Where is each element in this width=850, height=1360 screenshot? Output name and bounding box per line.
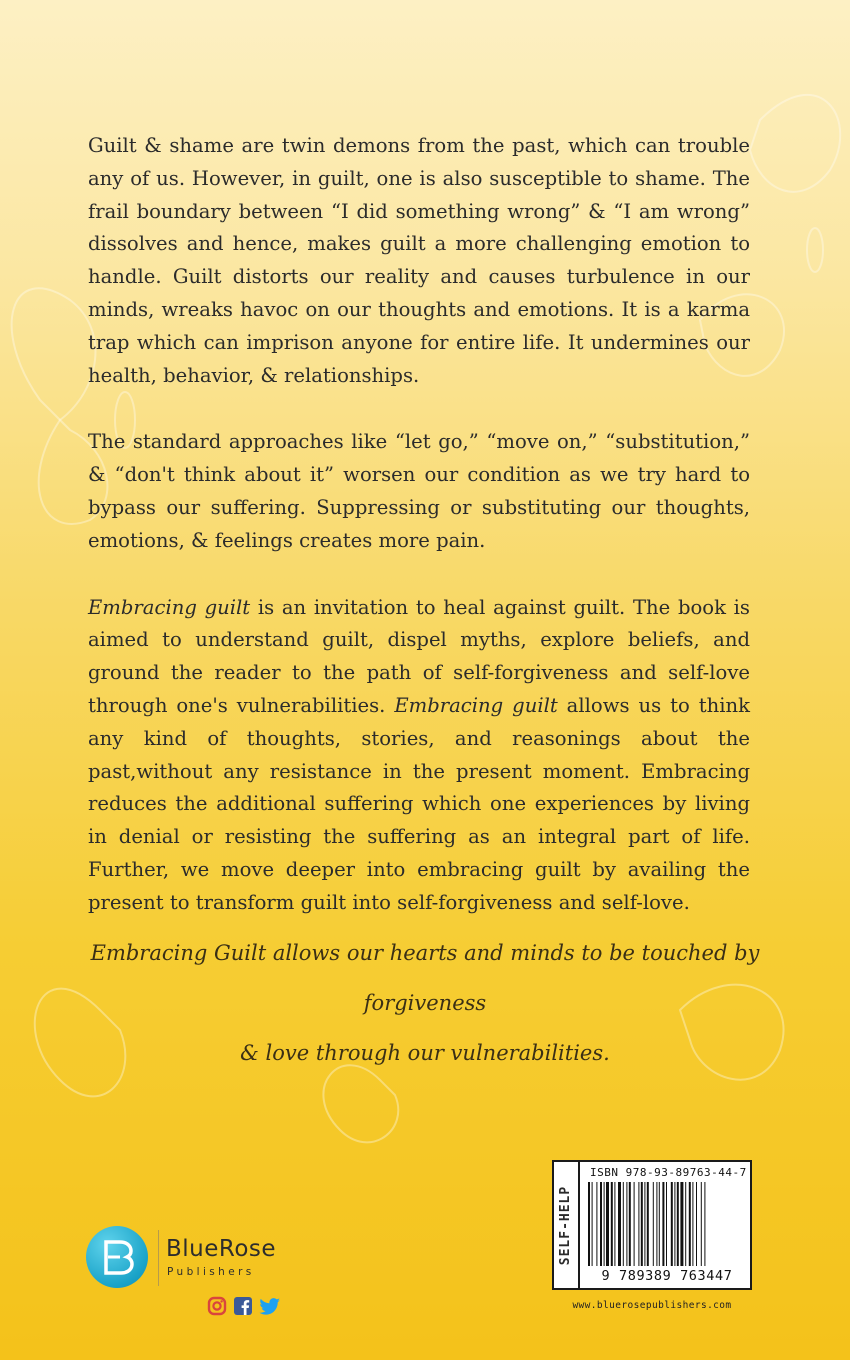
barcode-stripe: [671, 1182, 673, 1266]
barcode-stripe: [692, 1182, 693, 1266]
barcode-stripe: [701, 1182, 702, 1266]
barcode-stripe: [685, 1182, 686, 1266]
paragraph-book-description: [88, 592, 750, 920]
social-icons: [207, 1295, 279, 1317]
barcode-stripe: [588, 1182, 590, 1266]
publisher-subtitle: Publishers: [167, 1266, 255, 1278]
barcode-stripe: [629, 1182, 631, 1266]
tagline-line-2: & love through our vulnerabilities.: [240, 1041, 610, 1065]
barcode-stripe: [644, 1182, 645, 1266]
barcode-stripe: [656, 1182, 657, 1266]
paragraph-intro: Guilt & shame are twin demons from the past, which can trouble any of us. However, in guilt, one is also susceptible to shame. The frail boundary between “I did something wrong” & “I am wrong” dissolves and hence, makes guilt a more challenging emotion to handle. Guilt distorts our reality and causes turbulence in our minds, wreaks havoc on our thoughts and emotions. It is a karma trap which can imprison anyone for entire life. It undermines our health, behavior, & relationships.: [88, 134, 750, 387]
isbn-label: ISBN 978-93-89763-44-7: [590, 1166, 747, 1179]
barcode-stripe: [611, 1182, 613, 1266]
barcode-stripe: [623, 1182, 624, 1266]
barcode-stripe: [680, 1182, 683, 1266]
barcode-stripe: [596, 1182, 597, 1266]
category-label: SELF-HELP: [558, 1185, 574, 1265]
barcode-stripe: [634, 1182, 635, 1266]
barcode-stripe: [666, 1182, 667, 1266]
barcode-stripe: [653, 1182, 654, 1266]
barcode-stripe: [618, 1182, 621, 1266]
barcode-stripe: [647, 1182, 649, 1266]
publisher-logo-mark: [86, 1226, 148, 1288]
barcode-bars: [588, 1182, 746, 1266]
isbn-digits: 9 789389 763447: [601, 1268, 733, 1284]
book-title-italic: Embracing guilt: [88, 595, 251, 619]
barcode-stripe: [638, 1182, 639, 1266]
barcode-stripe: [626, 1182, 627, 1266]
barcode-stripe: [659, 1182, 660, 1266]
barcode-stripe: [674, 1182, 675, 1266]
barcode-stripe: [689, 1182, 691, 1266]
isbn-barcode-box: [552, 1160, 752, 1290]
paragraph-text: allows us to think any kind of thoughts, stories, and reasonings about the past,without any resistance in the present moment. Embracing reduces the additional suffering which one experiences by living in denial or resisting the suffering as an integral part of life. Further, we move deeper into embracing guilt by availing the present to transform guilt into self-forgiveness and self-love.: [88, 693, 750, 914]
paragraph-text: is an invitation to heal against guilt. The book is aimed to understand guilt, dispel myths, explore beliefs, and ground the reader to the path of self-forgiveness and self-love through one's vulnerabilities.: [88, 595, 750, 717]
barcode-stripe: [592, 1182, 593, 1266]
facebook-icon[interactable]: [233, 1296, 253, 1316]
paragraph-approaches: The standard approaches like “let go,” “move on,” “substitution,” & “don't think about it” worsen our condition as we try hard to bypass our suffering. Suppressing or substituting our thoughts, emotions, & feelings creates more pain.: [88, 430, 750, 552]
barcode-stripe: [606, 1182, 609, 1266]
barcode-stripe: [614, 1182, 615, 1266]
publisher-website: www.bluerosepublishers.com: [572, 1300, 732, 1311]
instagram-icon[interactable]: [207, 1296, 227, 1316]
publisher-name: BlueRose: [166, 1236, 277, 1262]
book-title-italic: Embracing guilt: [394, 693, 558, 717]
barcode-stripe: [662, 1182, 664, 1266]
book-b-icon: [86, 1226, 148, 1288]
logo-divider: [158, 1230, 159, 1286]
barcode-stripe: [704, 1182, 705, 1266]
twitter-icon[interactable]: [259, 1296, 279, 1316]
publisher-logo: [86, 1226, 316, 1290]
barcode-stripe: [604, 1182, 605, 1266]
tagline-line-1: Embracing Guilt allows our hearts and minds to be touched by forgiveness: [90, 941, 760, 1015]
barcode-stripe: [600, 1182, 602, 1266]
barcode-stripe: [677, 1182, 679, 1266]
category-label-box: [554, 1162, 580, 1288]
script-tagline: [80, 928, 770, 1078]
barcode-stripe: [696, 1182, 697, 1266]
back-cover-text: [88, 130, 750, 954]
barcode-stripe: [641, 1182, 643, 1266]
